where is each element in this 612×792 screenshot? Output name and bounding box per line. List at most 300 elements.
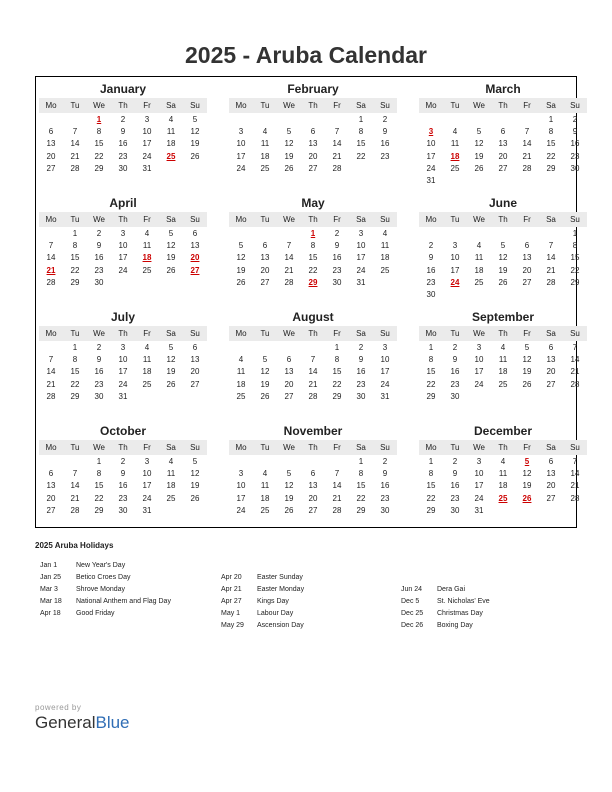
day-cell: 10 xyxy=(118,355,128,365)
day-cell: 22 xyxy=(426,493,436,503)
weekday-header xyxy=(229,98,397,113)
day-cell: 9 xyxy=(452,355,458,365)
day-cell: 7 xyxy=(572,343,578,352)
weekday-label: Mo xyxy=(45,215,57,224)
day-cell: 27 xyxy=(546,493,556,503)
weekday-label: Th xyxy=(118,215,128,224)
holiday-name: Christmas Day xyxy=(437,610,483,617)
day-cell: 30 xyxy=(94,277,104,287)
holiday-name: St. Nicholas' Eve xyxy=(437,598,490,605)
day-cell: 23 xyxy=(118,493,128,503)
day-cell: 18 xyxy=(498,367,508,377)
day-cell: 24 xyxy=(236,163,246,173)
day-cell: 30 xyxy=(94,391,104,401)
empty-cell xyxy=(229,114,253,126)
holiday-name: Dera Gai xyxy=(437,586,466,593)
day-cell: 29 xyxy=(332,391,342,401)
day-cell: 1 xyxy=(572,229,578,238)
day-cell: 18 xyxy=(380,253,390,263)
day-cell: 25 xyxy=(142,379,152,389)
empty-cell xyxy=(229,456,253,468)
month-name: April xyxy=(109,196,137,210)
day-cell: 25 xyxy=(236,391,246,401)
weekday-label: We xyxy=(473,101,485,110)
weekday-label: Sa xyxy=(166,329,176,338)
day-cell: 28 xyxy=(570,379,580,389)
day-cell: 17 xyxy=(426,151,436,161)
month-august xyxy=(229,309,397,403)
month-june xyxy=(419,195,587,301)
day-cell: 25 xyxy=(474,277,484,287)
weekday-header xyxy=(419,98,587,113)
day-cell: 23 xyxy=(426,277,436,287)
day-cell: 8 xyxy=(96,127,102,137)
day-cell: 3 xyxy=(144,457,150,466)
day-cell: 28 xyxy=(522,163,532,173)
empty-cell xyxy=(39,342,63,354)
day-cell: 13 xyxy=(522,253,532,263)
day-cell: 9 xyxy=(120,127,126,137)
day-cell: 18 xyxy=(166,139,176,149)
day-cell: 10 xyxy=(118,241,128,251)
month-name: March xyxy=(485,82,521,96)
day-cell: 8 xyxy=(72,355,78,365)
day-cell: 17 xyxy=(450,265,460,275)
day-cell: 19 xyxy=(522,367,532,377)
day-cell: 21 xyxy=(332,151,342,161)
day-cell: 3 xyxy=(382,343,388,352)
day-cell: 4 xyxy=(500,343,506,352)
day-cell: 23 xyxy=(94,265,104,275)
empty-cell xyxy=(39,114,63,126)
day-cell: 3 xyxy=(358,229,364,238)
day-cell: 20 xyxy=(284,379,294,389)
day-cell: 21 xyxy=(284,265,294,275)
day-cell: 22 xyxy=(356,493,366,503)
day-cell: 22 xyxy=(94,493,104,503)
day-cell: 5 xyxy=(192,457,198,466)
day-cell: 2 xyxy=(382,457,388,466)
day-cell: 16 xyxy=(450,367,460,377)
day-cell: 14 xyxy=(70,481,80,491)
day-cell: 21 xyxy=(70,151,80,161)
day-cell: 15 xyxy=(70,253,80,263)
day-cell: 8 xyxy=(548,127,554,137)
day-cell: 14 xyxy=(570,355,580,365)
day-cell: 7 xyxy=(72,469,78,479)
day-cell: 14 xyxy=(70,139,80,149)
holiday-name: Betico Croes Day xyxy=(76,574,131,581)
holiday-list-column-1 xyxy=(40,560,171,620)
holiday-name: Easter Sunday xyxy=(257,574,303,581)
weekday-label: Tu xyxy=(260,215,270,224)
day-cell: 21 xyxy=(46,379,56,389)
day-cell: 4 xyxy=(452,127,458,137)
day-cell: 5 xyxy=(192,115,198,124)
weekday-header xyxy=(229,212,397,227)
day-cell: 31 xyxy=(380,391,390,401)
day-cell: 21 xyxy=(308,379,318,389)
day-cell: 26 xyxy=(284,505,294,515)
day-cell: 8 xyxy=(358,127,364,137)
day-cell: 5 xyxy=(286,469,292,479)
day-cell: 20 xyxy=(308,151,318,161)
day-cell: 28 xyxy=(70,163,80,173)
day-cell: 2 xyxy=(452,457,458,466)
weekday-label: Tu xyxy=(450,215,460,224)
weekday-label: Tu xyxy=(450,101,460,110)
weekday-label: Su xyxy=(190,215,200,224)
weekday-label: Sa xyxy=(356,443,366,452)
day-cell: 20 xyxy=(46,151,56,161)
day-cell: 10 xyxy=(474,355,484,365)
day-cell: 6 xyxy=(262,241,268,251)
day-cell: 24 xyxy=(380,379,390,389)
empty-cell xyxy=(277,228,301,240)
weekday-label: Mo xyxy=(235,215,247,224)
day-cell: 7 xyxy=(72,127,78,137)
weekday-label: Su xyxy=(190,329,200,338)
day-cell: 9 xyxy=(334,241,340,251)
weekday-label: We xyxy=(473,215,485,224)
month-july xyxy=(39,309,207,403)
day-cell: 6 xyxy=(548,343,554,352)
day-cell: 17 xyxy=(142,481,152,491)
weekday-label: Mo xyxy=(235,443,247,452)
day-cell: 17 xyxy=(474,367,484,377)
day-cell: 18 xyxy=(260,151,270,161)
day-cell: 9 xyxy=(382,127,388,137)
day-cell: 8 xyxy=(428,469,434,479)
day-cell: 21 xyxy=(546,265,556,275)
weekday-label: Sa xyxy=(166,101,176,110)
day-cell: 24 xyxy=(426,163,436,173)
holiday-row xyxy=(40,572,171,584)
day-cell: 4 xyxy=(168,457,174,466)
day-cell: 10 xyxy=(356,241,366,251)
weekday-label: Th xyxy=(118,101,128,110)
holiday-date: May 1 xyxy=(221,610,241,617)
day-cell: 17 xyxy=(474,481,484,491)
day-cell: 27 xyxy=(522,277,532,287)
day-cell: 4 xyxy=(144,229,150,238)
day-cell: 7 xyxy=(286,241,292,251)
day-cell: 10 xyxy=(474,469,484,479)
day-cell: 10 xyxy=(236,139,246,149)
day-cell: 6 xyxy=(192,343,198,352)
day-cell: 14 xyxy=(546,253,556,263)
weekday-label: Tu xyxy=(450,443,460,452)
day-cell: 14 xyxy=(308,367,318,377)
empty-cell xyxy=(467,114,491,126)
day-cell: 25 xyxy=(260,505,270,515)
day-cell: 23 xyxy=(570,151,580,161)
weekday-label: Fr xyxy=(523,101,531,110)
month-name: July xyxy=(110,310,135,324)
day-cell: 4 xyxy=(476,241,482,251)
day-cell: 28 xyxy=(284,277,294,287)
day-cell: 22 xyxy=(308,265,318,275)
day-cell: 1 xyxy=(548,115,554,124)
day-cell: 6 xyxy=(286,355,292,365)
day-cell: 5 xyxy=(262,355,268,365)
day-cell: 2 xyxy=(572,115,578,124)
day-cell: 19 xyxy=(166,367,176,377)
day-cell: 8 xyxy=(572,241,578,251)
day-grid xyxy=(39,456,207,517)
weekday-label: Tu xyxy=(260,443,270,452)
day-cell: 26 xyxy=(498,277,508,287)
day-cell: 7 xyxy=(334,127,340,137)
weekday-label: Th xyxy=(498,329,508,338)
empty-cell xyxy=(301,342,325,354)
holiday-day-cell: 20 xyxy=(190,253,200,263)
weekday-label: We xyxy=(283,329,295,338)
weekday-label: Th xyxy=(498,101,508,110)
day-cell: 16 xyxy=(118,139,128,149)
holiday-name: New Year's Day xyxy=(76,562,126,569)
day-cell: 30 xyxy=(380,505,390,515)
day-cell: 3 xyxy=(120,229,126,238)
day-cell: 24 xyxy=(474,493,484,503)
day-cell: 13 xyxy=(46,139,56,149)
day-cell: 28 xyxy=(308,391,318,401)
holiday-date: Apr 20 xyxy=(221,574,242,581)
day-cell: 6 xyxy=(48,127,54,137)
holiday-date: Mar 18 xyxy=(40,598,62,605)
day-cell: 14 xyxy=(46,367,56,377)
day-cell: 3 xyxy=(476,457,482,466)
day-cell: 12 xyxy=(498,253,508,263)
day-grid xyxy=(39,342,207,403)
day-cell: 3 xyxy=(144,115,150,124)
day-cell: 6 xyxy=(524,241,530,251)
day-cell: 2 xyxy=(382,115,388,124)
day-cell: 6 xyxy=(310,469,316,479)
empty-cell xyxy=(253,228,277,240)
month-january xyxy=(39,81,207,175)
month-march xyxy=(419,81,587,187)
day-cell: 30 xyxy=(450,505,460,515)
holiday-date: Apr 21 xyxy=(221,586,242,593)
day-grid xyxy=(419,228,587,301)
weekday-label: Sa xyxy=(356,215,366,224)
day-cell: 26 xyxy=(284,163,294,173)
empty-cell xyxy=(491,228,515,240)
day-cell: 6 xyxy=(192,229,198,238)
day-cell: 9 xyxy=(452,469,458,479)
day-cell: 7 xyxy=(48,241,54,251)
day-cell: 25 xyxy=(450,163,460,173)
weekday-header xyxy=(39,212,207,227)
day-cell: 22 xyxy=(332,379,342,389)
holiday-row xyxy=(221,572,304,584)
holiday-name: Labour Day xyxy=(257,610,294,617)
day-cell: 22 xyxy=(70,265,80,275)
day-cell: 11 xyxy=(498,355,508,365)
holiday-day-cell: 24 xyxy=(450,277,460,287)
day-cell: 17 xyxy=(118,367,128,377)
day-cell: 13 xyxy=(498,139,508,149)
holiday-row xyxy=(401,596,490,608)
day-cell: 24 xyxy=(142,151,152,161)
holiday-name: Ascension Day xyxy=(257,622,304,629)
day-cell: 12 xyxy=(284,139,294,149)
day-cell: 31 xyxy=(118,391,128,401)
day-cell: 15 xyxy=(94,139,104,149)
day-cell: 6 xyxy=(48,469,54,479)
weekday-label: Th xyxy=(308,443,318,452)
weekday-label: Fr xyxy=(333,101,341,110)
day-cell: 1 xyxy=(358,457,364,466)
weekday-label: Mo xyxy=(235,101,247,110)
day-cell: 25 xyxy=(142,265,152,275)
day-cell: 24 xyxy=(118,379,128,389)
day-cell: 1 xyxy=(428,343,434,352)
day-cell: 18 xyxy=(260,493,270,503)
day-cell: 5 xyxy=(500,241,506,251)
weekday-label: Su xyxy=(380,215,390,224)
day-cell: 15 xyxy=(308,253,318,263)
month-name: January xyxy=(99,82,147,96)
day-cell: 21 xyxy=(570,481,580,491)
day-cell: 4 xyxy=(168,115,174,124)
day-cell: 27 xyxy=(46,163,56,173)
month-name: May xyxy=(301,196,325,210)
holiday-day-cell: 3 xyxy=(428,127,434,137)
day-cell: 7 xyxy=(524,127,530,137)
holidays-title: 2025 Aruba Holidays xyxy=(35,541,114,550)
day-cell: 27 xyxy=(498,163,508,173)
holiday-row xyxy=(401,620,490,632)
day-cell: 18 xyxy=(498,481,508,491)
holiday-date: Dec 25 xyxy=(401,610,424,617)
day-cell: 23 xyxy=(450,493,460,503)
month-name: November xyxy=(283,424,343,438)
day-cell: 5 xyxy=(238,241,244,251)
day-cell: 26 xyxy=(190,151,200,161)
weekday-label: Sa xyxy=(166,443,176,452)
day-cell: 30 xyxy=(332,277,342,287)
day-cell: 19 xyxy=(190,481,200,491)
holiday-row xyxy=(221,620,304,632)
month-name: February xyxy=(287,82,339,96)
generalblue-logo xyxy=(35,713,130,733)
day-cell: 29 xyxy=(70,391,80,401)
weekday-label: We xyxy=(93,101,105,110)
day-cell: 11 xyxy=(236,367,246,377)
day-grid xyxy=(229,456,397,517)
weekday-label: Sa xyxy=(356,101,366,110)
day-cell: 20 xyxy=(546,481,556,491)
day-cell: 22 xyxy=(570,265,580,275)
day-cell: 14 xyxy=(46,253,56,263)
weekday-header xyxy=(39,98,207,113)
day-cell: 30 xyxy=(118,505,128,515)
day-cell: 24 xyxy=(236,505,246,515)
day-cell: 14 xyxy=(332,139,342,149)
day-cell: 12 xyxy=(190,127,200,137)
weekday-label: We xyxy=(283,215,295,224)
holiday-day-cell: 18 xyxy=(450,151,460,161)
day-cell: 15 xyxy=(426,481,436,491)
day-cell: 29 xyxy=(94,505,104,515)
day-cell: 21 xyxy=(570,367,580,377)
day-cell: 26 xyxy=(190,493,200,503)
holiday-row xyxy=(401,584,490,596)
day-cell: 12 xyxy=(522,469,532,479)
day-cell: 19 xyxy=(190,139,200,149)
day-cell: 24 xyxy=(142,493,152,503)
day-cell: 26 xyxy=(166,379,176,389)
month-name: October xyxy=(99,424,146,438)
weekday-header xyxy=(39,326,207,341)
day-cell: 13 xyxy=(308,139,318,149)
day-cell: 12 xyxy=(190,469,200,479)
day-cell: 28 xyxy=(46,277,56,287)
day-cell: 3 xyxy=(238,469,244,479)
day-grid xyxy=(419,114,587,187)
day-cell: 12 xyxy=(236,253,246,263)
month-december xyxy=(419,423,587,517)
day-cell: 14 xyxy=(332,481,342,491)
month-name: June xyxy=(488,196,517,210)
day-cell: 13 xyxy=(190,241,200,251)
weekday-label: We xyxy=(283,443,295,452)
holiday-name: Kings Day xyxy=(257,598,289,605)
empty-cell xyxy=(539,228,563,240)
weekday-label: Th xyxy=(498,215,508,224)
holiday-date: Dec 26 xyxy=(401,622,424,629)
day-grid xyxy=(229,342,397,403)
day-cell: 5 xyxy=(476,127,482,137)
month-september xyxy=(419,309,587,403)
day-cell: 4 xyxy=(262,469,268,479)
day-cell: 23 xyxy=(356,379,366,389)
holiday-day-cell: 1 xyxy=(310,229,316,238)
day-cell: 16 xyxy=(380,481,390,491)
weekday-label: Fr xyxy=(143,329,151,338)
day-cell: 4 xyxy=(382,229,388,238)
holiday-row xyxy=(221,596,304,608)
logo-blue-text: Blue xyxy=(95,713,130,732)
holiday-row xyxy=(401,608,490,620)
day-cell: 8 xyxy=(358,469,364,479)
day-cell: 15 xyxy=(70,367,80,377)
weekday-label: Th xyxy=(498,443,508,452)
holiday-day-cell: 25 xyxy=(166,151,176,161)
empty-cell xyxy=(419,114,443,126)
weekday-label: Su xyxy=(380,329,390,338)
day-cell: 2 xyxy=(428,241,434,251)
empty-cell xyxy=(301,456,325,468)
empty-cell xyxy=(63,456,87,468)
day-cell: 6 xyxy=(548,457,554,466)
day-cell: 6 xyxy=(500,127,506,137)
day-cell: 13 xyxy=(260,253,270,263)
day-cell: 8 xyxy=(310,241,316,251)
month-name: December xyxy=(473,424,533,438)
day-cell: 29 xyxy=(426,505,436,515)
day-cell: 4 xyxy=(144,343,150,352)
day-cell: 5 xyxy=(168,229,174,238)
calendar-grid xyxy=(35,76,580,528)
weekday-label: Fr xyxy=(333,443,341,452)
holiday-day-cell: 21 xyxy=(46,265,56,275)
powered-by-text: powered by xyxy=(35,703,82,712)
weekday-label: Fr xyxy=(143,215,151,224)
day-cell: 17 xyxy=(356,253,366,263)
